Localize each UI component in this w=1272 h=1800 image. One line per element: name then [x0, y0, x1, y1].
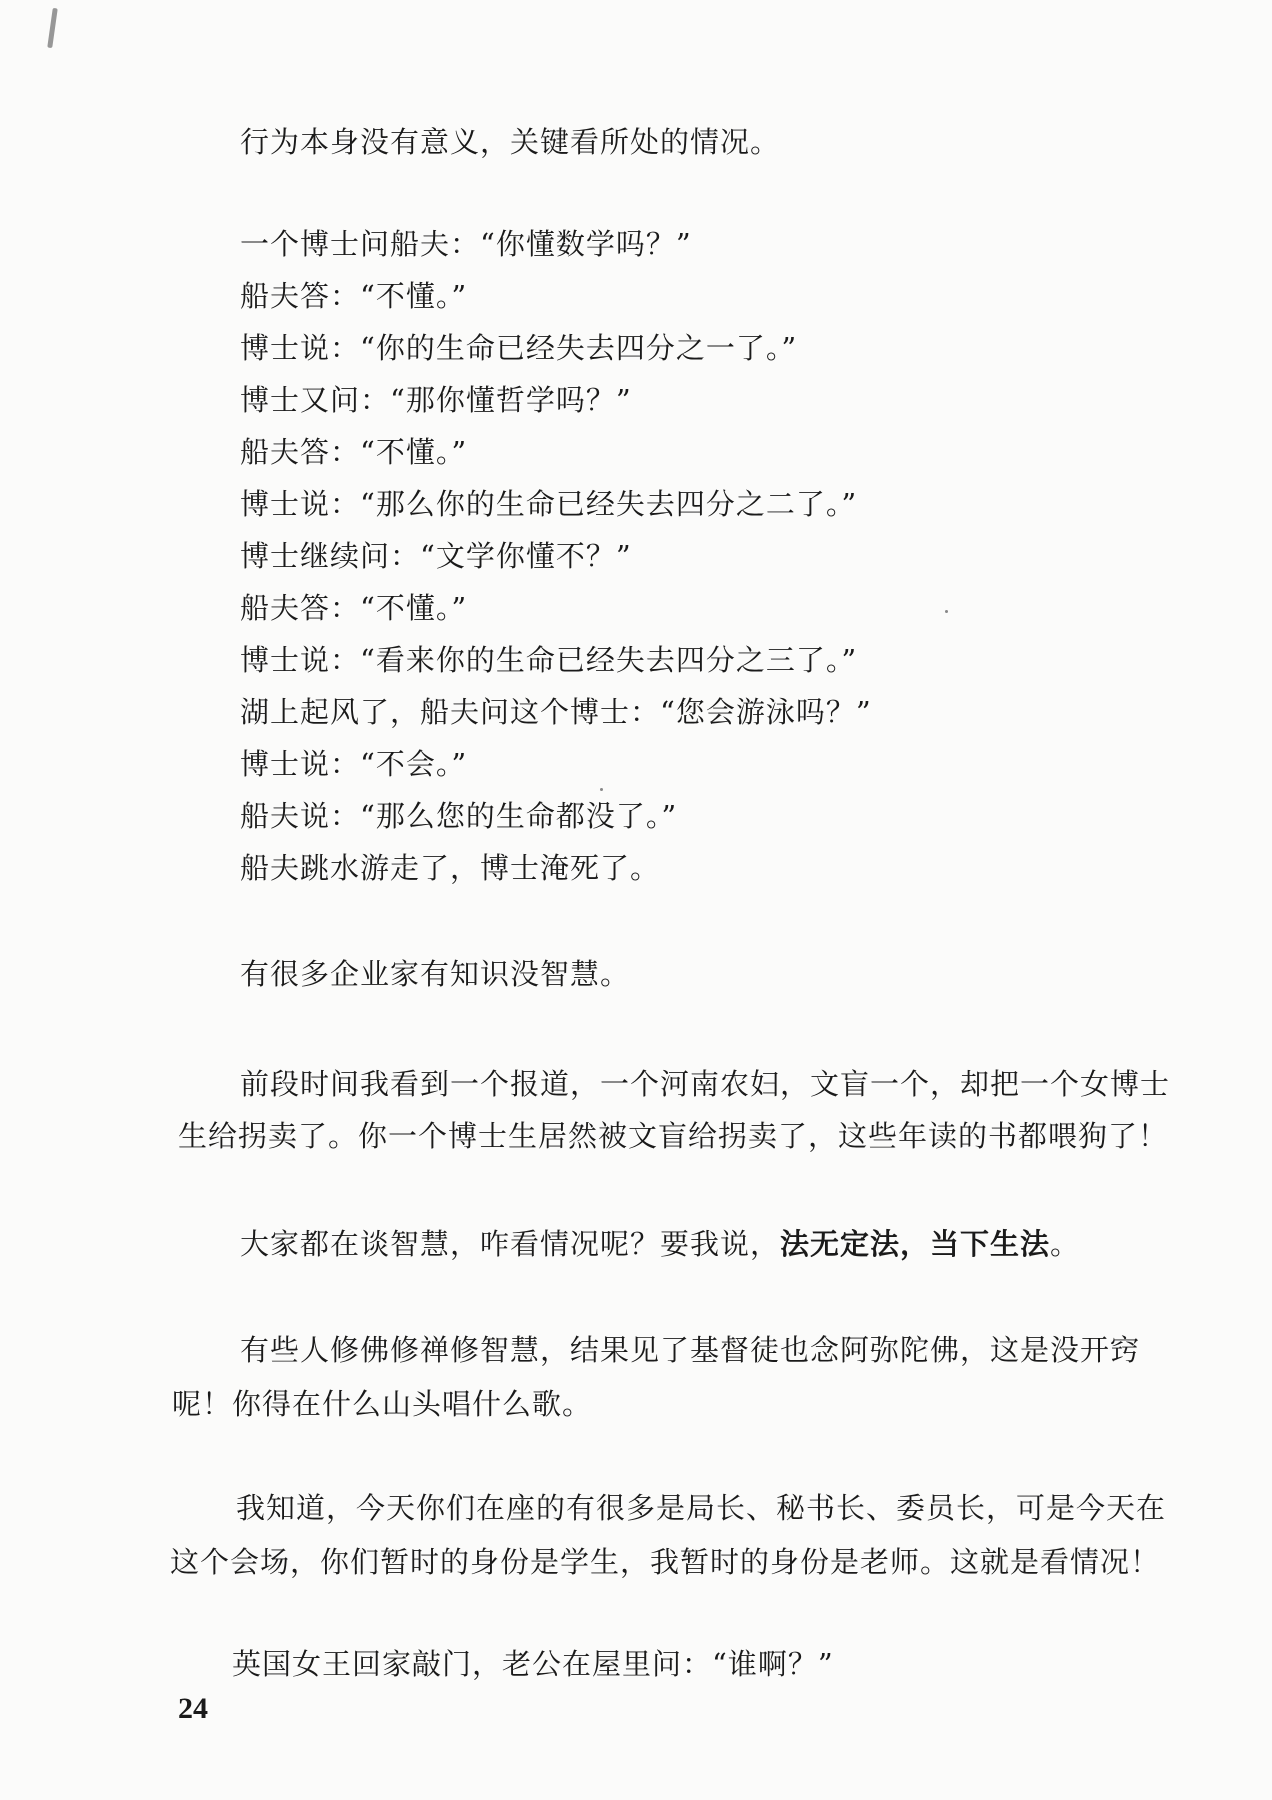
paragraph-line: 前段时间我看到一个报道，一个河南农妇，文盲一个，却把一个女博士: [240, 1067, 1171, 1101]
dialogue-line: 一个博士问船夫：“你懂数学吗？”: [240, 227, 692, 261]
scan-speck: [945, 610, 948, 613]
paragraph-text: 大家都在谈智慧，咋看情况呢？要我说，: [240, 1227, 781, 1261]
dialogue-line: 博士又问：“那你懂哲学吗？”: [240, 383, 632, 417]
paragraph-line: 呢！你得在什么山头唱什么歌。: [172, 1387, 593, 1421]
dialogue-line: 博士说：“看来你的生命已经失去四分之三了。”: [240, 643, 858, 677]
dialogue-line: 博士说：“那么你的生命已经失去四分之二了。”: [240, 487, 858, 521]
dialogue-line: 船夫跳水游走了，博士淹死了。: [240, 851, 661, 885]
dialogue-line: 博士继续问：“文学你懂不？”: [240, 539, 632, 573]
paragraph-line: 有很多企业家有知识没智慧。: [240, 957, 631, 991]
paragraph-line: 行为本身没有意义，关键看所处的情况。: [240, 125, 781, 159]
paragraph-line: [240, 1226, 1080, 1262]
dialogue-line: 博士说：“不会。”: [240, 747, 468, 781]
scan-speck: [600, 788, 603, 791]
paragraph-line: 生给拐卖了。你一个博士生居然被文盲给拐卖了，这些年读的书都喂狗了！: [178, 1119, 1169, 1153]
paragraph-line: 我知道，今天你们在座的有很多是局长、秘书长、委员长，可是今天在: [236, 1491, 1167, 1525]
paragraph-line: 有些人修佛修禅修智慧，结果见了基督徒也念阿弥陀佛，这是没开窍: [240, 1333, 1141, 1367]
dialogue-line: 船夫答：“不懂。”: [240, 435, 468, 469]
scan-artifact: [47, 8, 58, 48]
dialogue-line: 博士说：“你的生命已经失去四分之一了。”: [240, 331, 798, 365]
paragraph-line: 这个会场，你们暂时的身份是学生，我暂时的身份是老师。这就是看情况！: [170, 1545, 1161, 1579]
emphasis-text: 法无定法，当下生法: [780, 1227, 1051, 1261]
dialogue-line: 船夫答：“不懂。”: [240, 591, 468, 625]
dialogue-line: 船夫答：“不懂。”: [240, 279, 468, 313]
dialogue-line: 船夫说：“那么您的生命都没了。”: [240, 799, 678, 833]
paragraph-line: 英国女王回家敲门，老公在屋里问：“谁啊？”: [232, 1647, 834, 1681]
dialogue-line: 湖上起风了，船夫问这个博士：“您会游泳吗？”: [240, 695, 872, 729]
page-number: 24: [178, 1692, 208, 1725]
paragraph-text: 。: [1050, 1227, 1081, 1261]
